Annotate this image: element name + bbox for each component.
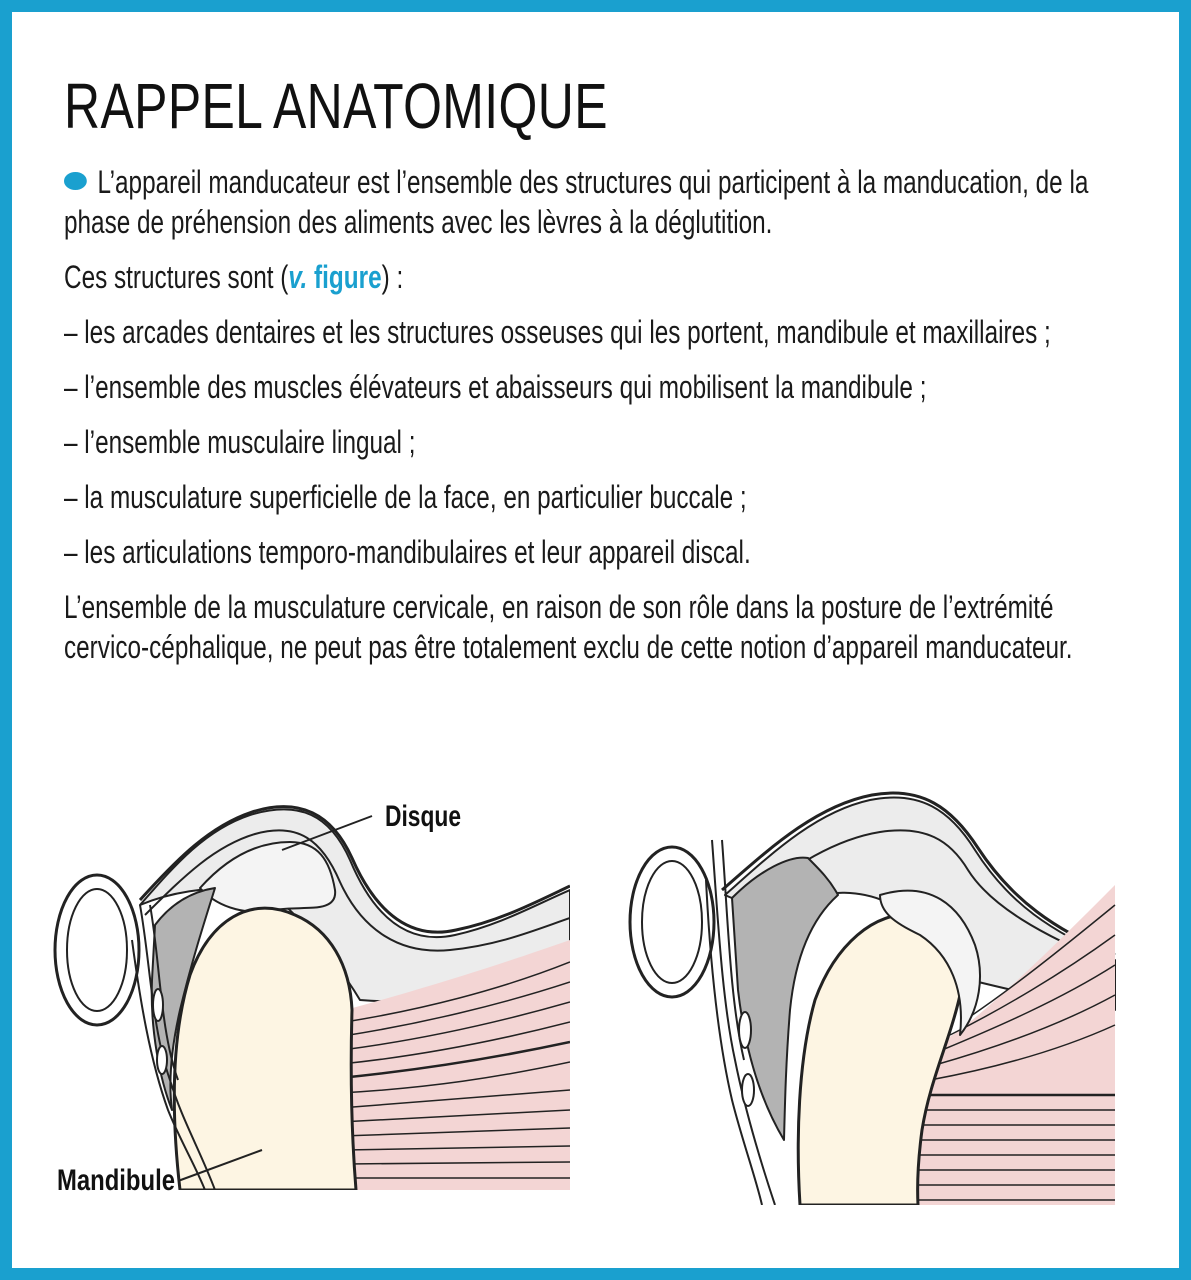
label-disk: Disque xyxy=(385,800,461,833)
list-item: – les arcades dentaires et les structures osseuses qui les portent, mandibule et maxillaires ; xyxy=(64,314,1051,350)
list-item: – la musculature superficielle de la face, en particulier buccale ; xyxy=(64,479,747,515)
figure-reference[interactable]: v. figure xyxy=(288,259,382,295)
list-item: – l’ensemble des muscles élévateurs et abaisseurs qui mobilisent la mandibule ; xyxy=(64,369,927,405)
tmj-closed-diagram xyxy=(55,807,570,1190)
list-item: – les articulations temporo-mandibulaires et leur appareil discal. xyxy=(64,534,751,570)
list-item: – l’ensemble musculaire lingual ; xyxy=(64,424,416,460)
closing-paragraph: L’ensemble de la musculature cervicale, en raison de son rôle dans la posture de l’extrémité cervico-céphalique, ne peut pas être totalement exclu de cette notion d’appareil manducateur. xyxy=(64,589,1073,665)
page-title: RAPPEL ANATOMIQUE xyxy=(64,70,608,142)
mandible-condyle xyxy=(174,908,356,1190)
label-mandible: Mandibule xyxy=(57,1164,175,1197)
tmj-open-diagram xyxy=(630,793,1115,1205)
intro-paragraph: L’appareil manducateur est l’ensemble des structures qui participent à la manducation, de la phase de préhension des aliments avec les lèvres à la déglutition. xyxy=(64,164,1089,240)
structures-lead: Ces structures sont (v. figure) : xyxy=(64,259,404,295)
